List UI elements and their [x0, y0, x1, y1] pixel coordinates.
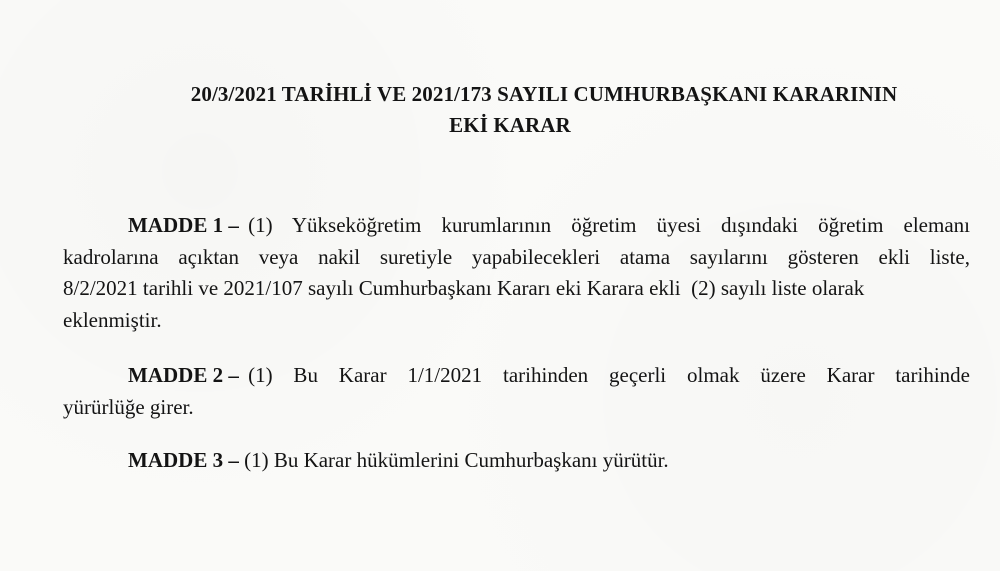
article-3-heading-wrap	[63, 445, 244, 477]
article-1-text-line-3: 8/2/2021 tarihli ve 2021/107 sayılı Cumhurbaşkanı Kararı eki Karara ekli (2) sayılı liste olarak	[63, 276, 865, 300]
article-1-line-1	[63, 210, 970, 242]
article-1-dash: –	[223, 213, 245, 237]
article-1-heading-wrap	[63, 210, 244, 242]
article-1-text-line-2: kadrolarına açıktan veya nakil suretiyle yapabilecekleri atama sayılarını gösteren ekli liste,	[63, 244, 970, 269]
article-2-text-line-2: yürürlüğe girer.	[63, 394, 194, 419]
article-3-text-line-1: (1) Bu Karar hükümlerini Cumhurbaşkanı yürütür.	[244, 448, 669, 472]
article-3-line-1	[63, 445, 970, 477]
article-2-label: MADDE 2	[128, 363, 224, 387]
article-2-heading-wrap	[63, 360, 244, 392]
article-3-label: MADDE 3	[128, 448, 224, 472]
article-3	[63, 445, 970, 477]
article-3-dash: –	[223, 448, 245, 472]
article-1-label: MADDE 1	[128, 213, 224, 237]
article-2-line-1	[63, 360, 970, 392]
document-title-line-1: 20/3/2021 TARİHLİ VE 2021/173 SAYILI CUMHURBAŞKANI KARARININ	[190, 82, 898, 106]
document-title-line-2: EKİ KARAR	[449, 113, 571, 137]
article-1-text-line-1: (1) Yükseköğretim kurumlarının öğretim üyesi dışındaki öğretim elemanı	[248, 213, 970, 237]
article-1	[63, 210, 970, 336]
article-1-text-line-4: eklenmiştir.	[63, 307, 162, 332]
article-2-text-line-1: (1) Bu Karar 1/1/2021 tarihinden geçerli olmak üzere Karar tarihinde	[248, 363, 970, 387]
article-2-dash: –	[223, 363, 245, 387]
article-2	[63, 360, 970, 423]
